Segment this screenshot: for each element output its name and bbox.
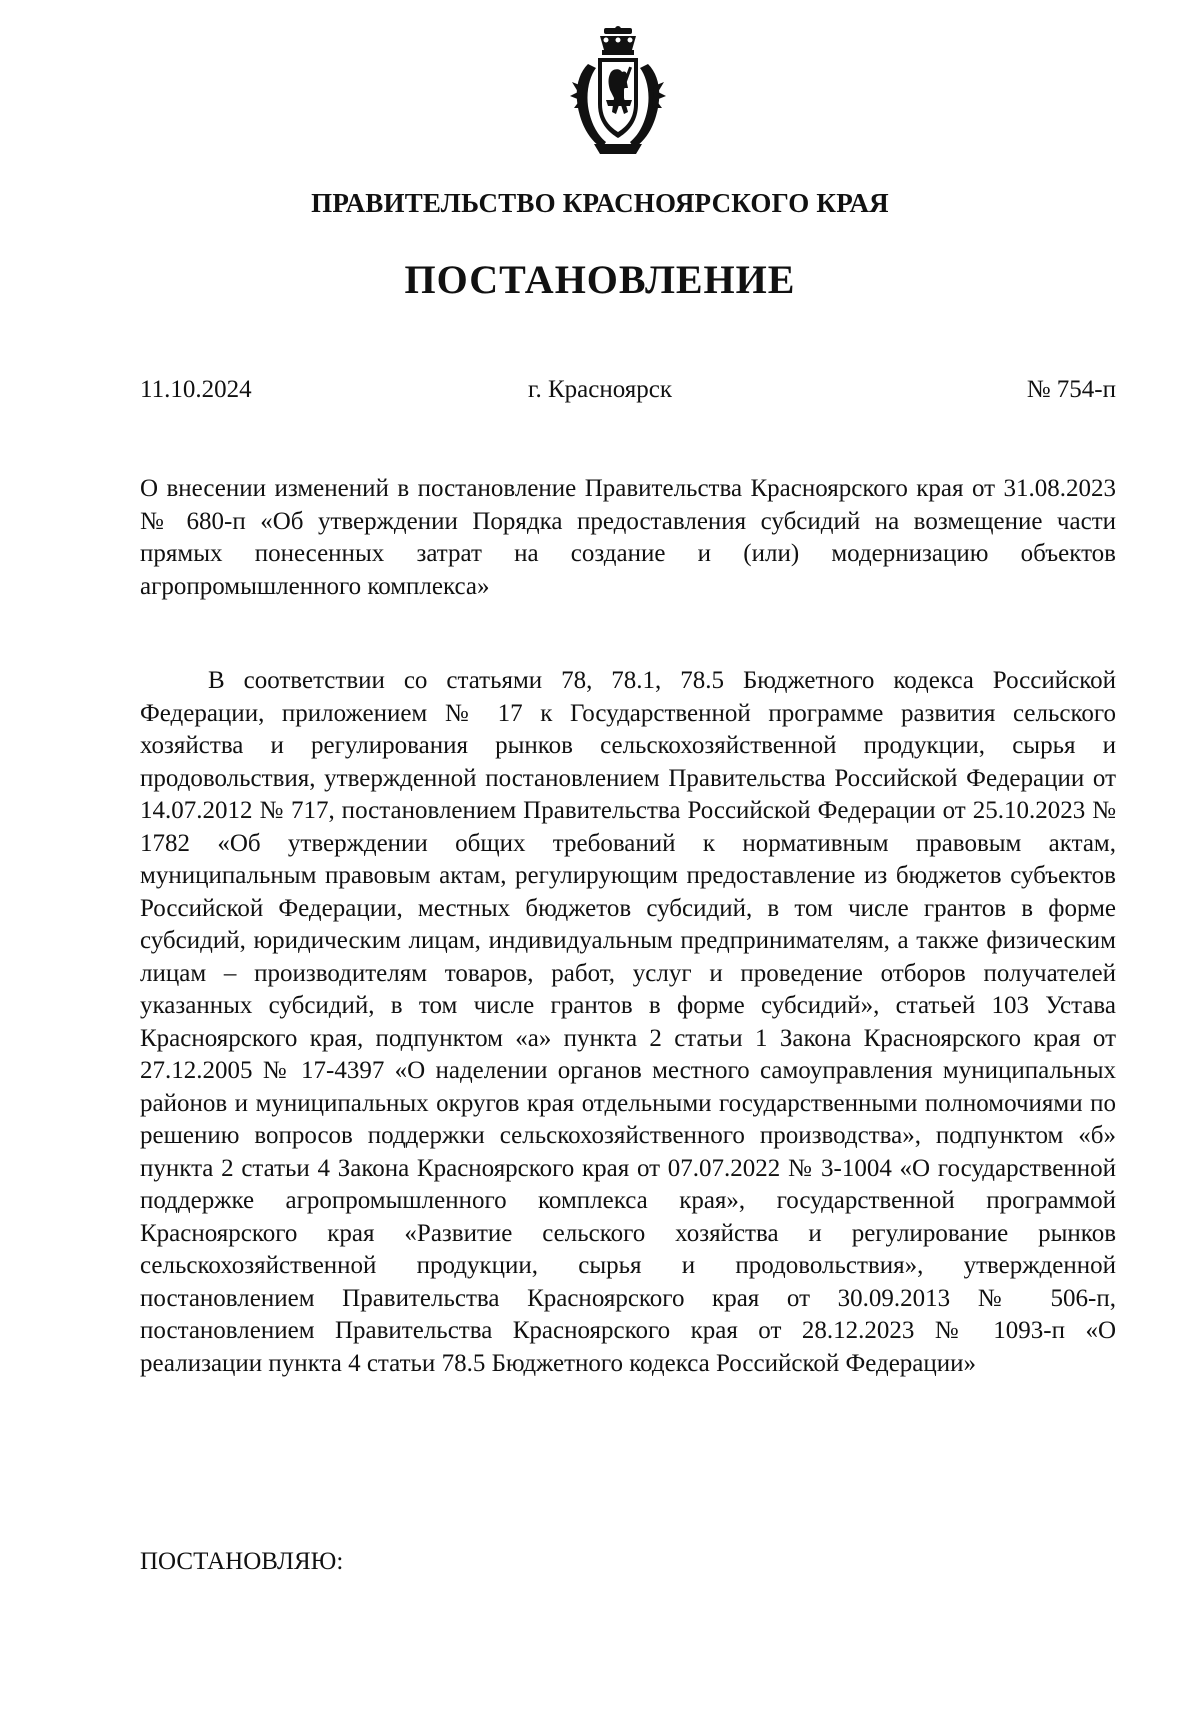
document-subject: О внесении изменений в постановление Правительства Красноярского края от 31.08.2023 № 680-п «Об утверждении Порядка предоставления субсидий на возмещение части прямых понесенных затрат на создание и (или) модернизацию объектов агропромышленного комплекса» — [140, 475, 1116, 600]
document-city: г. Красноярск — [528, 376, 672, 403]
document-date: 11.10.2024 — [140, 376, 252, 403]
document-type-title: ПОСТАНОВЛЕНИЕ — [404, 257, 796, 302]
document-number: № 754-п — [1026, 376, 1116, 403]
preamble-paragraph: В соответствии со статьями 78, 78.1, 78.5 Бюджетного кодекса Российской Федерации, приложением № 17 к Государственной программе развития сельского хозяйства и регулирования рынков сельскохозяйственной продукции, сырья и продовольствия, утвержденной постановлением Правительства Российской Федерации от 14.07.2012 № 717, постановлением Правительства Российской Федерации от 25.10.2023 № 1782 «Об утверждении общих требований к нормативным правовым актам, муниципальным правовым актам, регулирующим предоставление из бюджетов субъектов Российской Федерации, местных бюджетов субсидий, в том числе грантов в форме субсидий, юридическим лицам, индивидуальным предпринимателям, а также физическим лицам – производителям товаров, работ, услуг и проведение отборов получателей указанных субсидий, в том числе грантов в форме субсидий», статьей 103 Устава Красноярского края, подпунктом «а» пункта 2 статьи 1 Закона Красноярского края от 27.12.2005 № 17-4397 «О наделении органов местного самоуправления муниципальных районов и муниципальных округов края отдельными государственными полномочиями по решению вопросов поддержки сельскохозяйственного производства», подпунктом «б» пункта 2 статьи 4 Закона Красноярского края от 07.07.2022 № 3-1004 «О государственной поддержке агропромышленного комплекса края», государственной программой Красноярского края «Развитие сельского хозяйства и регулирование рынков сельскохозяйственной продукции, сырья и продовольствия», утвержденной постановлением Правительства Красноярского края от 30.09.2013 № 506-п, постановлением Правительства Красноярского края от 28.12.2023 № 1093-п «О реализации пункта 4 статьи 78.5 Бюджетного кодекса Российской Федерации» — [140, 667, 1116, 1377]
government-title: ПРАВИТЕЛЬСТВО КРАСНОЯРСКОГО КРАЯ — [311, 188, 889, 218]
coat-of-arms-icon — [566, 26, 670, 156]
decree-word: ПОСТАНОВЛЯЮ: — [140, 1548, 344, 1575]
